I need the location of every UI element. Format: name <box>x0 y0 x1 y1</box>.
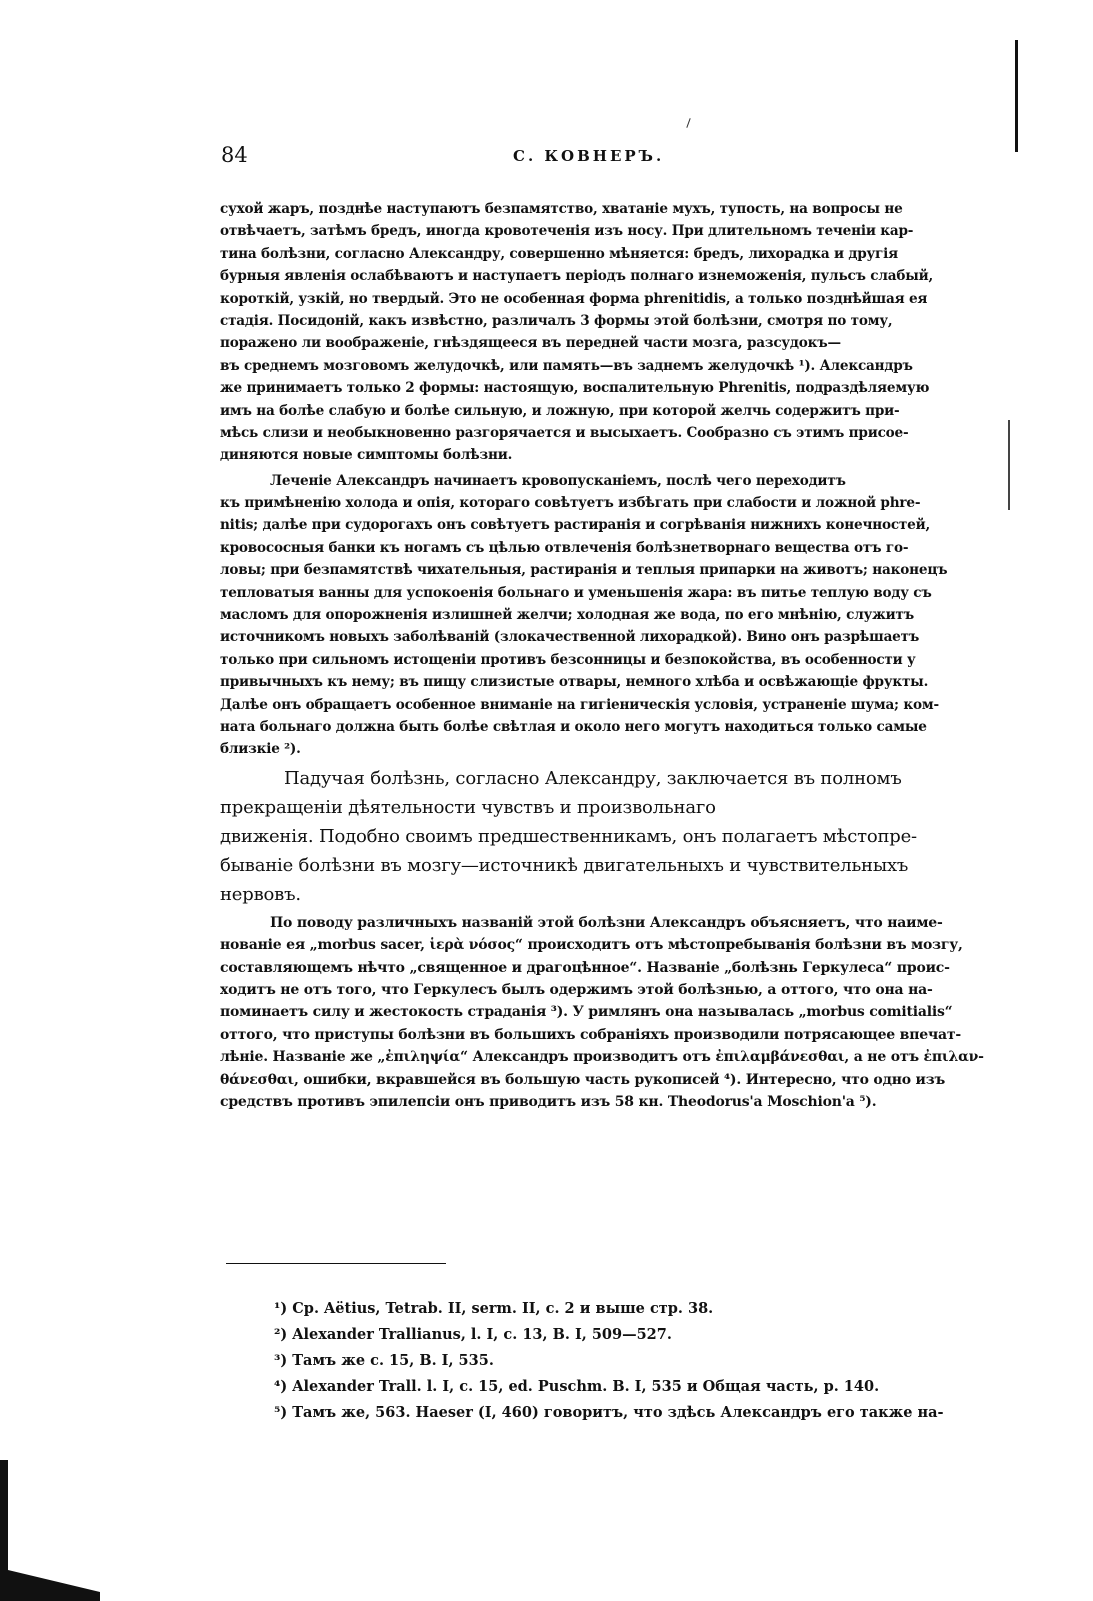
page-header <box>213 143 1003 173</box>
text-line: движенія. Подобно своимъ предшественникамъ, онъ полагаетъ мѣстопре- <box>220 825 917 847</box>
paragraph-2 <box>220 470 993 761</box>
text-line: короткій, узкій, но твердый. Это не особенная форма phrenitidis, а только позднѣйшая ея <box>220 290 928 307</box>
paragraph-3 <box>220 764 993 909</box>
text-line: имъ на болѣе слабую и болѣе сильную, и ложную, при которой желчь содержитъ при- <box>220 402 900 419</box>
text-line: къ примѣненію холода и опія, котораго совѣтуетъ избѣгать при слабости и ложной phre- <box>220 495 921 512</box>
text-line: По поводу различныхъ названій этой болѣзни Александръ объясняетъ, что наиме- <box>270 914 943 931</box>
text-line: нованіе ея „morbus sacer, ἱερὰ νόσος“ происходитъ отъ мѣстопребыванія болѣзни въ мозгу, <box>220 937 963 954</box>
text-line: же принимаетъ только 2 формы: настоящую, воспалительную Phrenitis, подраздѣляемую <box>220 380 930 397</box>
body-text <box>220 198 993 1113</box>
text-line: масломъ для опорожненія излишней желчи; холодная же вода, по его мнѣнію, служитъ <box>220 607 914 624</box>
text-line: составляющемъ нѣчто „священное и драгоцѣнное“. Названіе „болѣзнь Геркулеса“ проис- <box>220 959 950 976</box>
footnotes <box>274 1296 994 1426</box>
margin-line <box>1008 420 1014 510</box>
text-line: близкіе ²). <box>220 741 301 758</box>
text-line: Леченіе Александръ начинаетъ кровопусканіемъ, послѣ чего переходитъ <box>270 472 846 489</box>
text-line: только при сильномъ истощеніи противъ безсонницы и безпокойства, въ особенности у <box>220 651 916 668</box>
text-line: тепловатыя ванны для успокоенія больнаго и уменьшенія жара: въ питье теплую воду съ <box>220 584 932 601</box>
text-line: отвѣчаетъ, затѣмъ бредъ, иногда кровотеченія изъ носу. При длительномъ теченіи кар- <box>220 223 914 240</box>
text-line: оттого, что приступы болѣзни въ большихъ собраніяхъ производили потрясающее впечат- <box>220 1026 961 1043</box>
footnote-1: ¹) Cp. Aëtius, Tetrab. II, serm. II, c. 2 и выше стр. 38. <box>274 1300 714 1317</box>
page-number: 84 <box>221 143 248 167</box>
text-line: бурныя явленія ослабѣваютъ и наступаетъ періодъ полнаго изнеможенія, пульсъ слабый, <box>220 268 934 285</box>
text-line: ловы; при безпамятствѣ чихательныя, растиранія и теплыя припарки на животъ; наконецъ <box>220 562 948 579</box>
text-line: nitis; далѣе при судорогахъ онъ совѣтуетъ растиранія и согрѣванія нижнихъ конечностей, <box>220 517 930 534</box>
text-line: Далѣе онъ обращаетъ особенное вниманіе на гигіеническія условія, устраненіе шума; ком- <box>220 696 939 713</box>
page-corner-shadow <box>0 1460 100 1601</box>
text-line: поражено ли воображеніе, гнѣздящееся въ передней части мозга, разсудокъ— <box>220 335 841 352</box>
text-line: привычныхъ къ нему; въ пищу слизистые отвары, немного хлѣба и освѣжающіе фрукты. <box>220 674 929 691</box>
text-line: мѣсь слизи и необыкновенно разгорячается и высыхаетъ. Сообразно съ этимъ присое- <box>220 424 909 441</box>
footnote-3: ³) Тамъ же c. 15, B. I, 535. <box>274 1352 494 1369</box>
text-line: θάνεσθαι, ошибки, вкравшейся въ большую часть рукописей ⁴). Интересно, что одно изъ <box>220 1071 946 1088</box>
text-line: источникомъ новыхъ заболѣваній (злокачественной лихорадкой). Вино онъ разрѣшаетъ <box>220 629 920 646</box>
paragraph-4 <box>220 912 993 1114</box>
text-line: тина болѣзни, согласно Александру, совершенно мѣняется: бредъ, лихорадка и другія <box>220 245 898 262</box>
scan-speck <box>686 118 690 128</box>
text-line: ходитъ не отъ того, что Геркулесъ былъ одержимъ этой болѣзнью, а оттого, что она на- <box>220 981 933 998</box>
text-line: ната больнаго должна быть болѣе свѣтлая и около него могутъ находиться только самые <box>220 718 927 735</box>
text-line: диняются новые симптомы болѣзни. <box>220 447 513 464</box>
text-line: прекращеніи дѣятельности чувствъ и произвольнаго <box>220 796 716 818</box>
text-line: Падучая болѣзнь, согласно Александру, заключается въ полномъ <box>284 767 902 789</box>
footnote-4: ⁴) Alexander Trall. l. I, c. 15, ed. Puschm. B. I, 535 и Общая часть, p. 140. <box>274 1378 880 1395</box>
text-line: нервовъ. <box>220 883 301 905</box>
text-line: лѣніе. Названіе же „ἐπιληψία“ Александръ производитъ отъ ἐπιλαμβάνεσθαι, а не отъ ἐπιλαν- <box>220 1049 984 1066</box>
text-line: поминаетъ силу и жестокость страданія ³). У римлянъ она называлась „morbus comitialis“ <box>220 1004 953 1021</box>
paragraph-1 <box>220 198 993 467</box>
footnote-5: ⁵) Тамъ же, 563. Haeser (I, 460) говоритъ, что здѣсь Александръ его также на- <box>274 1404 944 1421</box>
running-head: С. КОВНЕРЪ. <box>513 147 665 165</box>
text-line: кровососныя банки къ ногамъ съ цѣлью отвлеченія болѣзнетворнаго вещества отъ го- <box>220 539 909 556</box>
text-line: стадія. Посидоній, какъ извѣстно, различалъ 3 формы этой болѣзни, смотря по тому, <box>220 312 893 329</box>
footnote-separator <box>226 1263 446 1264</box>
text-line: сухой жаръ, позднѣе наступаютъ безпамятство, хватаніе мухъ, тупость, на вопросы не <box>220 201 903 217</box>
footnote-2: ²) Alexander Trallianus, l. I, c. 13, B. I, 509—527. <box>274 1326 672 1343</box>
text-line: средствъ противъ эпилепсіи онъ приводитъ изъ 58 кн. Theodorus'а Moschion'а ⁵). <box>220 1093 877 1110</box>
scan-edge-line <box>1015 40 1018 152</box>
text-line: въ среднемъ мозговомъ желудочкѣ, или память—въ заднемъ желудочкѣ ¹). Александръ <box>220 357 913 374</box>
text-line: бываніе болѣзни въ мозгу—источникѣ двигательныхъ и чувствительныхъ <box>220 854 909 876</box>
